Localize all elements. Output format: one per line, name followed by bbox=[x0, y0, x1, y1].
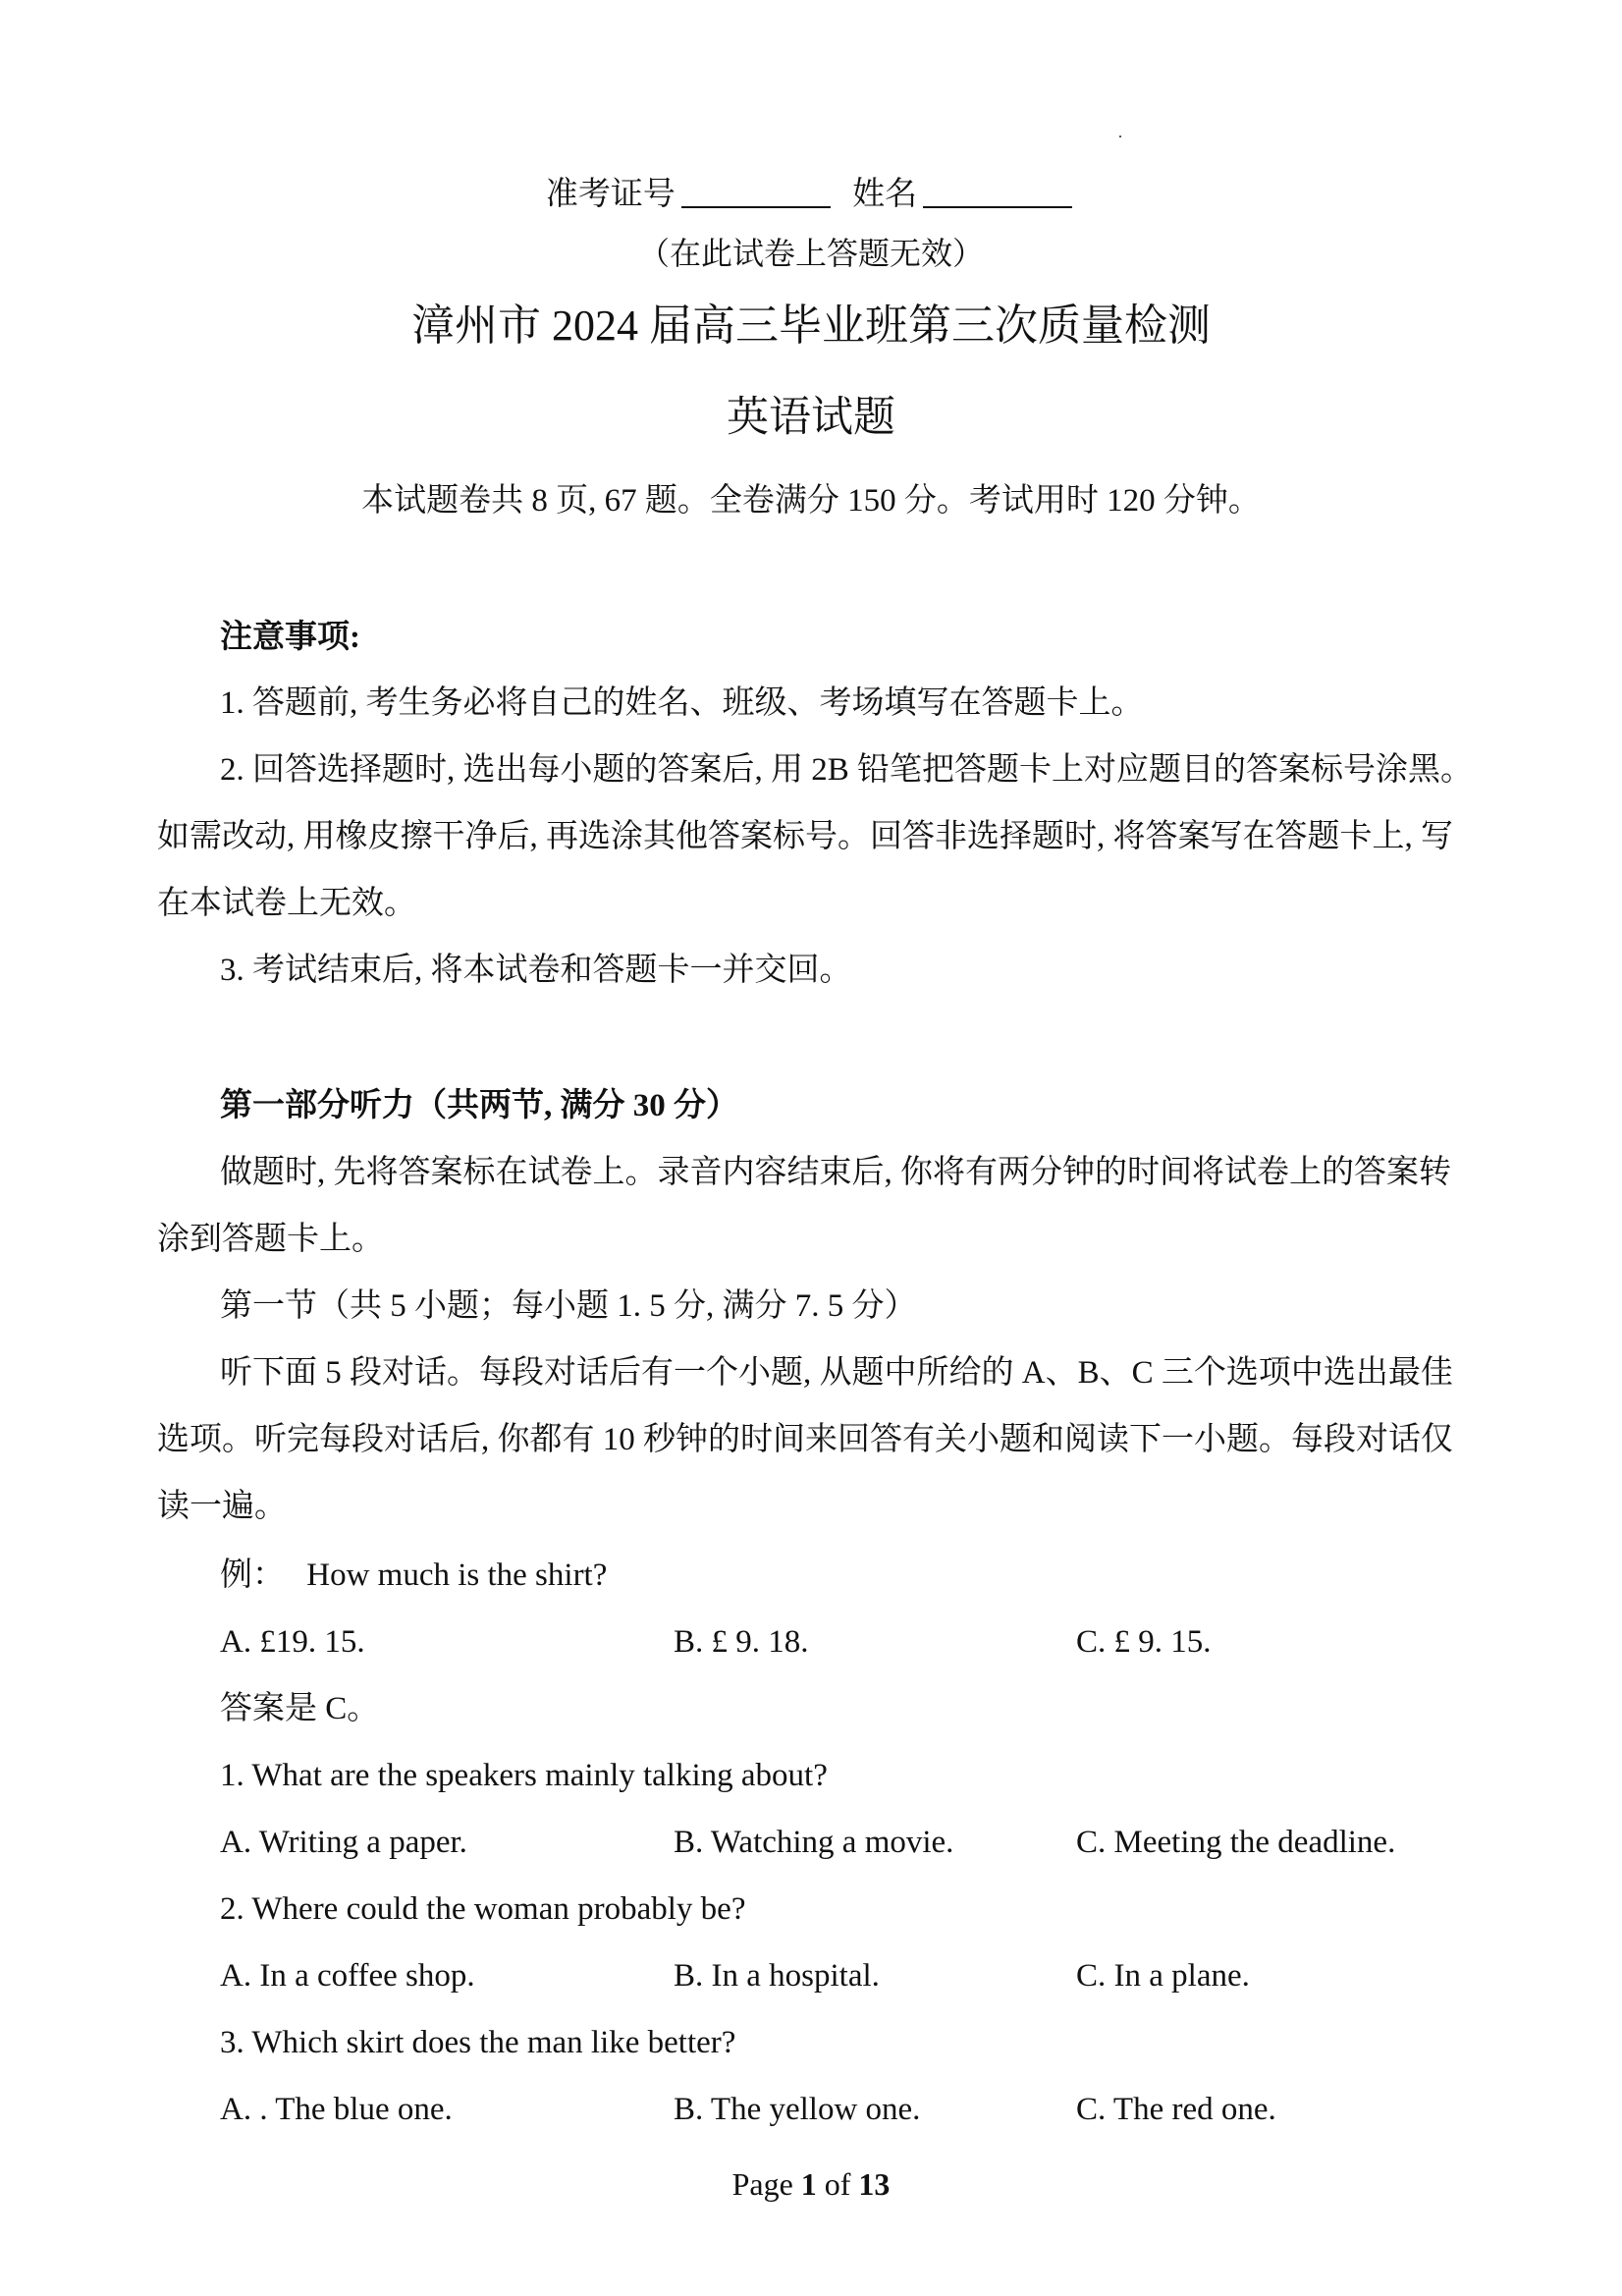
of-word: of bbox=[824, 2166, 851, 2202]
example-label: 例： bbox=[220, 1558, 285, 1593]
notes-heading: 注意事项: bbox=[220, 620, 360, 655]
part1-intro-line-1: 做题时, 先将答案标在试卷上。录音内容结束后, 你将有两分钟的时间将试卷上的答案转 bbox=[220, 1155, 1451, 1190]
example-question-line bbox=[220, 1559, 607, 1592]
part1-heading: 第一部分听力（共两节, 满分 30 分） bbox=[220, 1088, 738, 1123]
subject-title: 英语试题 bbox=[727, 395, 895, 441]
page-total: 13 bbox=[858, 2166, 891, 2202]
example-answer: 答案是 C。 bbox=[220, 1691, 380, 1726]
question-1: 1. What are the speakers mainly talking about? bbox=[220, 1758, 828, 1793]
scan-speck bbox=[1119, 136, 1121, 137]
example-option-c: C. £ 9. 15. bbox=[1076, 1624, 1212, 1660]
question-3-option-a: A. . The blue one. bbox=[220, 2092, 453, 2127]
note-item-3: 3. 考试结束后, 将本试卷和答题卡一并交回。 bbox=[220, 953, 852, 988]
question-1-option-c: C. Meeting the deadline. bbox=[1076, 1825, 1396, 1860]
example-option-b: B. £ 9. 18. bbox=[674, 1624, 809, 1660]
page-word: Page bbox=[731, 2166, 793, 2202]
example-option-a: A. £19. 15. bbox=[220, 1624, 365, 1660]
exam-title: 漳州市 2024 届高三毕业班第三次质量检测 bbox=[411, 301, 1211, 350]
question-3-option-c: C. The red one. bbox=[1076, 2092, 1276, 2127]
admission-number-blank[interactable] bbox=[681, 177, 831, 208]
candidate-info-line bbox=[0, 173, 1622, 211]
admission-number-label: 准考证号 bbox=[545, 177, 676, 212]
note-item-2-line-2: 如需改动, 用橡皮擦干净后, 再选涂其他答案标号。回答非选择题时, 将答案写在答题卡上, 写 bbox=[157, 819, 1453, 854]
question-2: 2. Where could the woman probably be? bbox=[220, 1891, 746, 1927]
section1-heading: 第一节（共 5 小题；每小题 1. 5 分, 满分 7. 5 分） bbox=[220, 1288, 917, 1324]
question-3: 3. Which skirt does the man like better? bbox=[220, 2025, 736, 2060]
name-label: 姓名 bbox=[852, 177, 918, 212]
part1-intro-line-2: 涂到答题卡上。 bbox=[157, 1222, 384, 1257]
question-2-option-c: C. In a plane. bbox=[1076, 1958, 1250, 1994]
name-blank[interactable] bbox=[923, 177, 1072, 208]
question-2-option-a: A. In a coffee shop. bbox=[220, 1958, 475, 1994]
section1-instr-line-2: 选项。听完每段对话后, 你都有 10 秒钟的时间来回答有关小题和阅读下一小题。每段对话仅 bbox=[157, 1422, 1453, 1457]
section1-instr-line-3: 读一遍。 bbox=[157, 1489, 287, 1524]
question-1-option-a: A. Writing a paper. bbox=[220, 1825, 467, 1860]
note-item-2-line-1: 2. 回答选择题时, 选出每小题的答案后, 用 2B 铅笔把答题卡上对应题目的答案标号涂黑。 bbox=[220, 752, 1474, 788]
page-number: 1 bbox=[800, 2166, 817, 2202]
question-1-option-b: B. Watching a movie. bbox=[674, 1825, 954, 1860]
note-item-2-line-3: 在本试卷上无效。 bbox=[157, 886, 416, 921]
example-question: How much is the shirt? bbox=[306, 1558, 608, 1593]
section1-instr-line-1: 听下面 5 段对话。每段对话后有一个小题, 从题中所给的 A、B、C 三个选项中选出最佳 bbox=[220, 1355, 1453, 1391]
question-3-option-b: B. The yellow one. bbox=[674, 2092, 921, 2127]
note-item-1: 1. 答题前, 考生务必将自己的姓名、班级、考场填写在答题卡上。 bbox=[220, 685, 1144, 721]
page-footer bbox=[0, 2168, 1622, 2200]
question-2-option-b: B. In a hospital. bbox=[674, 1958, 880, 1994]
invalid-notice: （在此试卷上答题无效） bbox=[637, 236, 984, 271]
exam-info: 本试题卷共 8 页, 67 题。全卷满分 150 分。考试用时 120 分钟。 bbox=[361, 483, 1261, 519]
